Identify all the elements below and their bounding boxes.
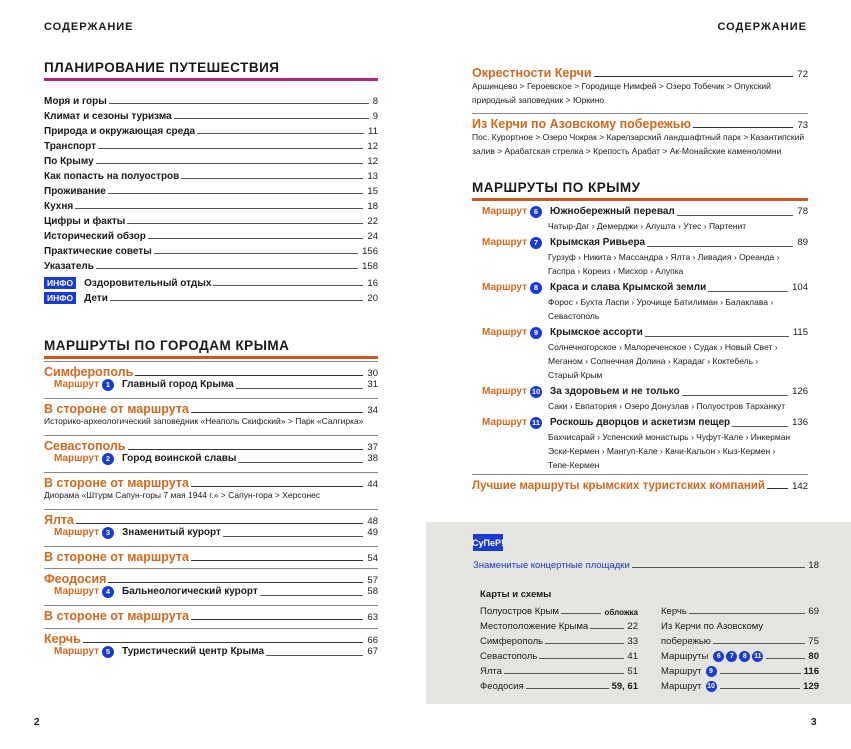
toc-info-item[interactable]: ИНФО Дети 20: [44, 289, 378, 304]
map-item[interactable]: Маршрут 10 129: [661, 681, 819, 692]
toc-kerch-surroundings[interactable]: Окрестности Керчи 72: [472, 66, 808, 80]
route-number-badge: 8: [739, 651, 750, 662]
toc-concert-venues[interactable]: Знаменитые концертные площадки 18: [473, 560, 819, 571]
toc-side-4[interactable]: В стороне от маршрута 63: [44, 605, 378, 623]
route-stops: Солнечногорское › Малореченское › Судак › Новый Свет ›: [548, 342, 778, 352]
toc-planning-item[interactable]: Транспорт 12: [44, 141, 378, 152]
page-number-right: 3: [811, 717, 817, 728]
toc-info-item[interactable]: ИНФО Оздоровительный отдых 16: [44, 274, 378, 289]
toc-planning-item[interactable]: Кухня 18: [44, 201, 378, 212]
maps-title: Карты и схемы: [480, 589, 552, 600]
route-number-badge: 1: [102, 379, 114, 391]
toc-route-8[interactable]: Маршрут 8 Краса и слава Крымской земли 104: [482, 282, 808, 293]
toc-planning-item[interactable]: Природа и окружающая среда 11: [44, 126, 378, 137]
route-number-badge: 4: [102, 586, 114, 598]
toc-route-3[interactable]: Маршрут 3 Знаменитый курорт 49: [54, 527, 378, 538]
route-number-badge: 3: [102, 527, 114, 539]
toc-planning-item[interactable]: Проживание 15: [44, 186, 378, 197]
map-item[interactable]: Керчь 69: [661, 606, 819, 617]
toc-azov[interactable]: Из Керчи по Азовскому побережью 73: [472, 113, 808, 131]
toc-kerch[interactable]: Керчь 66: [44, 628, 378, 646]
map-item[interactable]: Симферополь 33: [480, 636, 638, 647]
map-item[interactable]: Маршрут 9 116: [661, 666, 819, 677]
toc-yalta[interactable]: Ялта 48: [44, 509, 378, 527]
route-stops: Бахчисарай › Успенский монастырь › Чуфут-Кале › Инкерман: [548, 432, 791, 442]
toc-route-6[interactable]: Маршрут 6 Южнобережный перевал 78: [482, 206, 808, 217]
toc-side-3[interactable]: В стороне от маршрута 54: [44, 546, 378, 564]
section-crimea-title: МАРШРУТЫ ПО КРЫМУ: [472, 180, 808, 201]
toc-route-10[interactable]: Маршрут 10 За здоровьем и не только 126: [482, 386, 808, 397]
toc-route-11[interactable]: Маршрут 11 Роскошь дворцов и аскетизм пещер 136: [482, 417, 808, 428]
toc-planning-item[interactable]: Как попасть на полуостров 13: [44, 171, 378, 182]
side-2-subtitle: Диорама «Штурм Сапун-горы 7 мая 1944 г.» > Сапун-гора > Херсонес: [44, 490, 321, 500]
info-badge: ИНФО: [44, 277, 76, 289]
toc-planning-item[interactable]: Моря и горы 8: [44, 96, 378, 107]
toc-side-2[interactable]: В стороне от маршрута 44: [44, 472, 378, 490]
route-number-badge: 7: [530, 237, 542, 249]
toc-sevastopol[interactable]: Севастополь 37: [44, 435, 378, 453]
toc-planning-item[interactable]: По Крыму 12: [44, 156, 378, 167]
toc-route-5[interactable]: Маршрут 5 Туристический центр Крыма 67: [54, 646, 378, 657]
toc-route-2[interactable]: Маршрут 2 Город воинской славы 38: [54, 453, 378, 464]
toc-route-4[interactable]: Маршрут 4 Бальнеологический курорт 58: [54, 586, 378, 597]
route-stops: Чатыр-Даг › Демерджи › Алушта › Утес › Партенит: [548, 221, 747, 231]
page-number-left: 2: [34, 717, 40, 728]
toc-planning-item[interactable]: Исторический обзор 24: [44, 231, 378, 242]
section-cities-title: МАРШРУТЫ ПО ГОРОДАМ КРЫМА: [44, 338, 378, 359]
map-item[interactable]: Ялта 51: [480, 666, 638, 677]
map-item[interactable]: Феодосия 59, 61: [480, 681, 638, 692]
azov-sub-2: залив > Арабатская стрелка > Крепость Арабат > Ак-Монайские каменоломни: [472, 146, 782, 156]
kerch-surroundings-sub-1: Аршинцево > Героевское > Городище Нимфей > Озеро Тобечик > Опукский: [472, 81, 771, 91]
map-item[interactable]: Из Керчи по Азовскому: [661, 621, 764, 632]
route-number-badge: 8: [530, 282, 542, 294]
toc-route-7[interactable]: Маршрут 7 Крымская Ривьера 89: [482, 237, 808, 248]
route-stops: Гаспра › Кореиз › Мисхор › Алупка: [548, 266, 684, 276]
route-number-badge: 9: [706, 666, 717, 677]
route-number-badge: 11: [530, 417, 542, 429]
route-stops: Форос › Бухта Ласпи › Урочище Батилиман › Балаклава ›: [548, 297, 774, 307]
map-item[interactable]: Маршруты 6 7 8 11 80: [661, 651, 819, 662]
section-planning-title: ПЛАНИРОВАНИЕ ПУТЕШЕСТВИЯ: [44, 60, 378, 81]
toc-planning-item[interactable]: Практические советы 156: [44, 246, 378, 257]
side-1-subtitle: Историко-археологический заповедник «Неаполь Скифский» > Парк «Салгирка»: [44, 416, 364, 426]
route-stops: Саки › Евпатория › Озеро Донузлав › Полуостров Тарханкут: [548, 401, 786, 411]
header-right: СОДЕРЖАНИЕ: [717, 21, 807, 33]
toc-planning-item[interactable]: Цифры и факты 22: [44, 216, 378, 227]
route-stops: Гурзуф › Никита › Массандра › Ялта › Ливадия › Ореанда ›: [548, 252, 780, 262]
route-number-badge: 6: [713, 651, 724, 662]
toc-feodosia[interactable]: Феодосия 57: [44, 568, 378, 586]
toc-route-9[interactable]: Маршрут 9 Крымское ассорти 115: [482, 327, 808, 338]
map-item[interactable]: Севастополь 41: [480, 651, 638, 662]
toc-route-1[interactable]: Маршрут 1 Главный город Крыма 31: [54, 379, 378, 390]
route-number-badge: 9: [530, 327, 542, 339]
info-badge: ИНФО: [44, 292, 76, 304]
toc-simferopol[interactable]: Симферополь 30: [44, 361, 378, 379]
toc-best-routes[interactable]: Лучшие маршруты крымских туристских компаний 142: [472, 474, 808, 492]
toc-planning-item[interactable]: Климат и сезоны туризма 9: [44, 111, 378, 122]
route-number-badge: 10: [707, 683, 715, 690]
route-stops: Меганом › Солнечная Долина › Карадаг › Коктебель ›: [548, 356, 759, 366]
route-number-badge: 11: [754, 653, 762, 660]
route-number-badge: 5: [102, 646, 114, 658]
route-number-badge: 6: [530, 206, 542, 218]
route-stops: Тепе-Кермен: [548, 460, 600, 470]
route-stops: Севастополь: [548, 311, 600, 321]
map-item[interactable]: Полуостров Крым обложка: [480, 606, 638, 617]
route-stops: Старый Крым: [548, 370, 603, 380]
map-item[interactable]: Местоположение Крыма 22: [480, 621, 638, 632]
route-stops: Эски-Кермен › Мангуп-Кале › Качи-Кальон › Кыз-Кермен ›: [548, 446, 776, 456]
header-left: СОДЕРЖАНИЕ: [44, 21, 134, 33]
toc-side-1[interactable]: В стороне от маршрута 34: [44, 398, 378, 416]
route-number-badge: 2: [102, 453, 114, 465]
azov-sub-1: Пос. Курортное > Озеро Чокрак > Карелзарский ландшафтный парк > Казантипский: [472, 132, 805, 142]
kerch-surroundings-sub-2: природный заповедник > Юркино: [472, 95, 605, 105]
toc-planning-item[interactable]: Указатель 158: [44, 261, 378, 272]
super-logo: СуПеР!: [473, 534, 503, 551]
route-number-badge: 7: [726, 651, 737, 662]
map-item[interactable]: побережью 75: [661, 636, 819, 647]
route-number-badge: 10: [531, 387, 541, 396]
